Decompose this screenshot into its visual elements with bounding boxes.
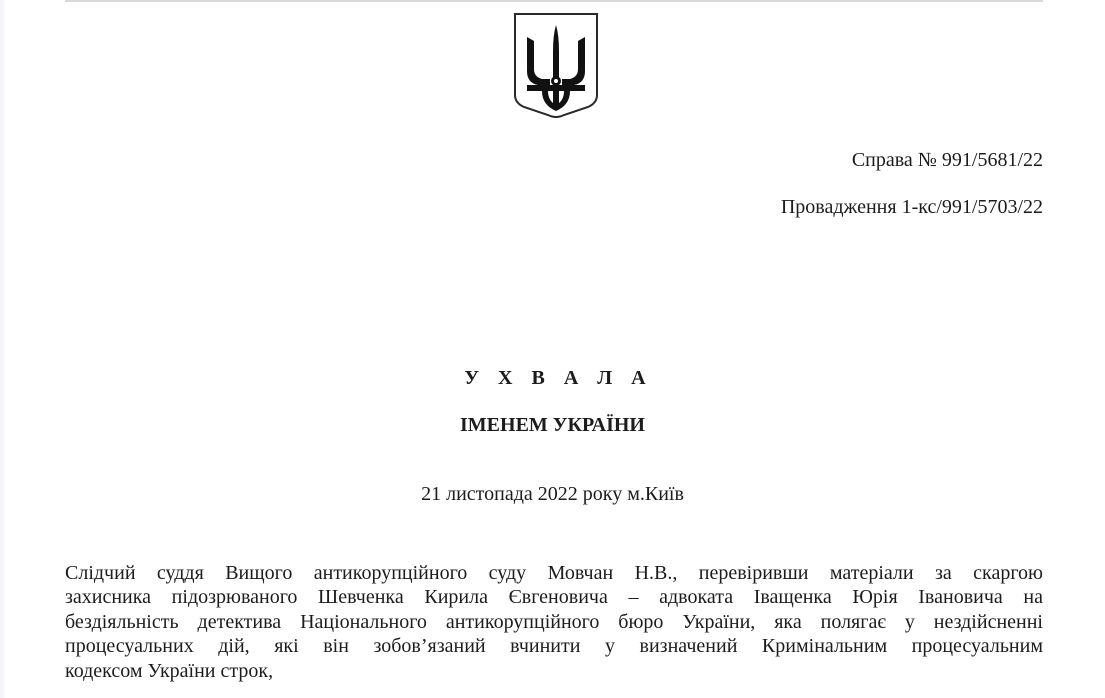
- proceeding-number: Провадження 1-кс/991/5703/22: [780, 196, 1043, 218]
- case-number: Справа № 991/5681/22: [851, 149, 1043, 171]
- body-line: Слідчий суддя Вищого антикорупційного суду Мовчан Н.В., перевіривши матеріали за скаргою: [65, 562, 1043, 584]
- ukraine-coat-of-arms-icon: [512, 11, 600, 123]
- body-line: захисника підозрюваного Шевченка Кирила Євгеновича – адвоката Іващенка Юрія Івановича на: [65, 586, 1043, 609]
- body-line: бездіяльність детектива Національного антикорупційного бюро України, яка полягає у нездійсненні: [65, 610, 1043, 633]
- body-line: кодексом України строк,: [65, 659, 274, 682]
- page-top-border: [65, 0, 1043, 2]
- document-subtitle: ІМЕНЕМ УКРАЇНИ: [460, 414, 645, 436]
- document-date-place: 21 листопада 2022 року м.Київ: [421, 483, 684, 505]
- document-title: У Х В А Л А: [464, 367, 653, 389]
- page-left-edge: [0, 0, 4, 698]
- body-line: процесуальних дій, які він зобов’язаний вчинити у визначений Кримінальним процесуальним: [65, 635, 1043, 658]
- body-paragraph: [65, 561, 1043, 683]
